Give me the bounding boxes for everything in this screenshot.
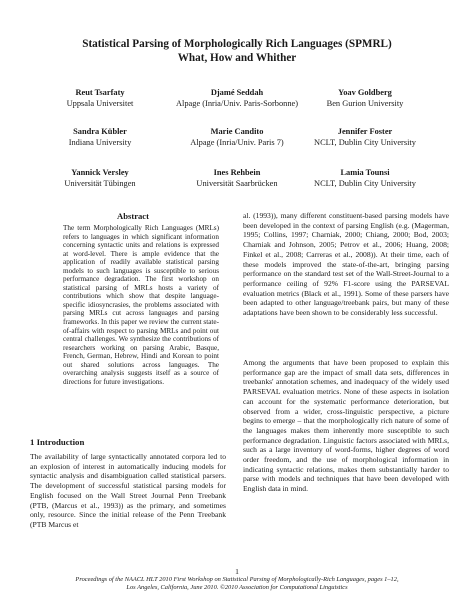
author-affiliation: NCLT, Dublin City University: [314, 178, 416, 188]
author-name: Jennifer Foster: [337, 127, 393, 136]
author-name: Sandra Kübler: [73, 127, 127, 136]
author-block: [25, 127, 175, 148]
author-affiliation: NCLT, Dublin City University: [314, 137, 416, 147]
author-name: Djamé Seddah: [210, 88, 264, 97]
title-line-1: Statistical Parsing of Morphologically Rich Languages (SPMRL): [82, 38, 392, 50]
author-name: Marie Candito: [210, 127, 264, 136]
page-number: 1: [235, 567, 239, 576]
footer-line-2: Los Angeles, California, June 2010. ©2010 Association for Computational Linguistics: [126, 583, 348, 591]
author-affiliation: Ben Gurion University: [326, 98, 404, 108]
author-affiliation: Alpage (Inria/Univ. Paris 7): [190, 137, 284, 147]
author-name: Yoav Goldberg: [338, 88, 392, 97]
author-block: [25, 168, 175, 189]
intro-paragraph: The availability of large syntactically annotated corpora led to an explosion of interest in automatically inducing models for syntactic analysis and disambiguation called statistical parsers. The development of successful statistical parsing models for English focused on the Wall Street Journal Penn Treebank (PTB, (Marcus et al., 1993)) as the primary, and sometimes only, resource. Since the initial release of the Penn Treebank (PTB Marcus et: [30, 452, 226, 529]
title-line-2: What, How and Whither: [177, 51, 297, 64]
section-heading: 1 Introduction: [30, 437, 85, 447]
author-affiliation: Universität Tübingen: [64, 178, 136, 188]
abstract-heading: Abstract: [117, 211, 149, 221]
author-affiliation: Universität Saarbrücken: [196, 178, 278, 188]
author-name: Reut Tsarfaty: [75, 88, 125, 97]
author-affiliation: Uppsala Universitet: [66, 98, 134, 108]
right-column-paragraph-1: al. (1993)), many different constituent-based parsing models have been developed in the context of parsing English (e.g. (Magerman, 1995; Collins, 1997; Charniak, 2000; Chiang, 2000; Bod, 2003; Charniak and Johnson, 2005; Petrov et al., 2006; Huang, 2008; Finkel et al., 2008; Carreras et al., 2008)). At their time, each of these models improved the state-of-the-art, bringing parsing performance on the standard test set of the Wall-Street-Journal to a performance ceiling of 92% F1-score using the PARSEVAL evaluation metrics (Black et al., 1991). Some of these parsers have been adapted to other language/treebank pairs, but many of these adaptations have been shown to be considerably less successful.: [243, 211, 449, 318]
author-block: [290, 127, 440, 148]
author-block: [290, 168, 440, 189]
paper-title: [40, 38, 434, 65]
author-block: [25, 88, 175, 109]
author-name: Lamia Tounsi: [340, 168, 390, 177]
footer-line-1: Proceedings of the NAACL HLT 2010 First Workshop on Statistical Parsing of Morphologically-Rich Languages, pages 1–12,: [75, 576, 399, 583]
author-affiliation: Indiana University: [68, 137, 132, 147]
abstract-body: The term Morphologically Rich Languages (MRLs) refers to languages in which significant information concerning syntactic units and relations is expressed at word-level. There is ample evidence that the application of readily available statistical parsing models to such languages is susceptible to serious performance degradation. The first workshop on statistical parsing of MRLs hosts a variety of contributions which show that despite language-specific idiosyncrasies, the problems associated with parsing MRLs cut across languages and parsing frameworks. In this paper we review the current state-of-affairs with respect to parsing MRLs and point out central challenges. We synthesize the contributions of researchers working on parsing Arabic, Basque, French, German, Hebrew, Hindi and Korean to point out shared solutions across languages. The overarching analysis suggests itself as a source of directions for future investigations.: [63, 224, 219, 386]
author-affiliation: Alpage (Inria/Univ. Paris-Sorbonne): [175, 98, 299, 108]
proceedings-footer: [20, 576, 454, 592]
right-column-paragraph-2: Among the arguments that have been proposed to explain this performance gap are the impact of small data sets, differences in treebanks' annotation schemes, and inadequacy of the widely used PARSEVAL evaluation metrics. None of these aspects in isolation can account for the systematic performance deterioration, but observed from a wider, cross-linguistic perspective, a picture begins to emerge – that the morphologically rich nature of some of the languages makes them inherently more susceptible to such performance degradation. Linguistic factors associated with MRLs, such as a large inventory of word-forms, higher degrees of word order freedom, and the use of morphological information in indicating syntactic relations, makes them substantially harder to parse with models and techniques that have been developed with English data in mind.: [243, 358, 449, 494]
author-name: Ines Rehbein: [213, 168, 261, 177]
author-block: [290, 88, 440, 109]
author-name: Yannick Versley: [71, 168, 129, 177]
